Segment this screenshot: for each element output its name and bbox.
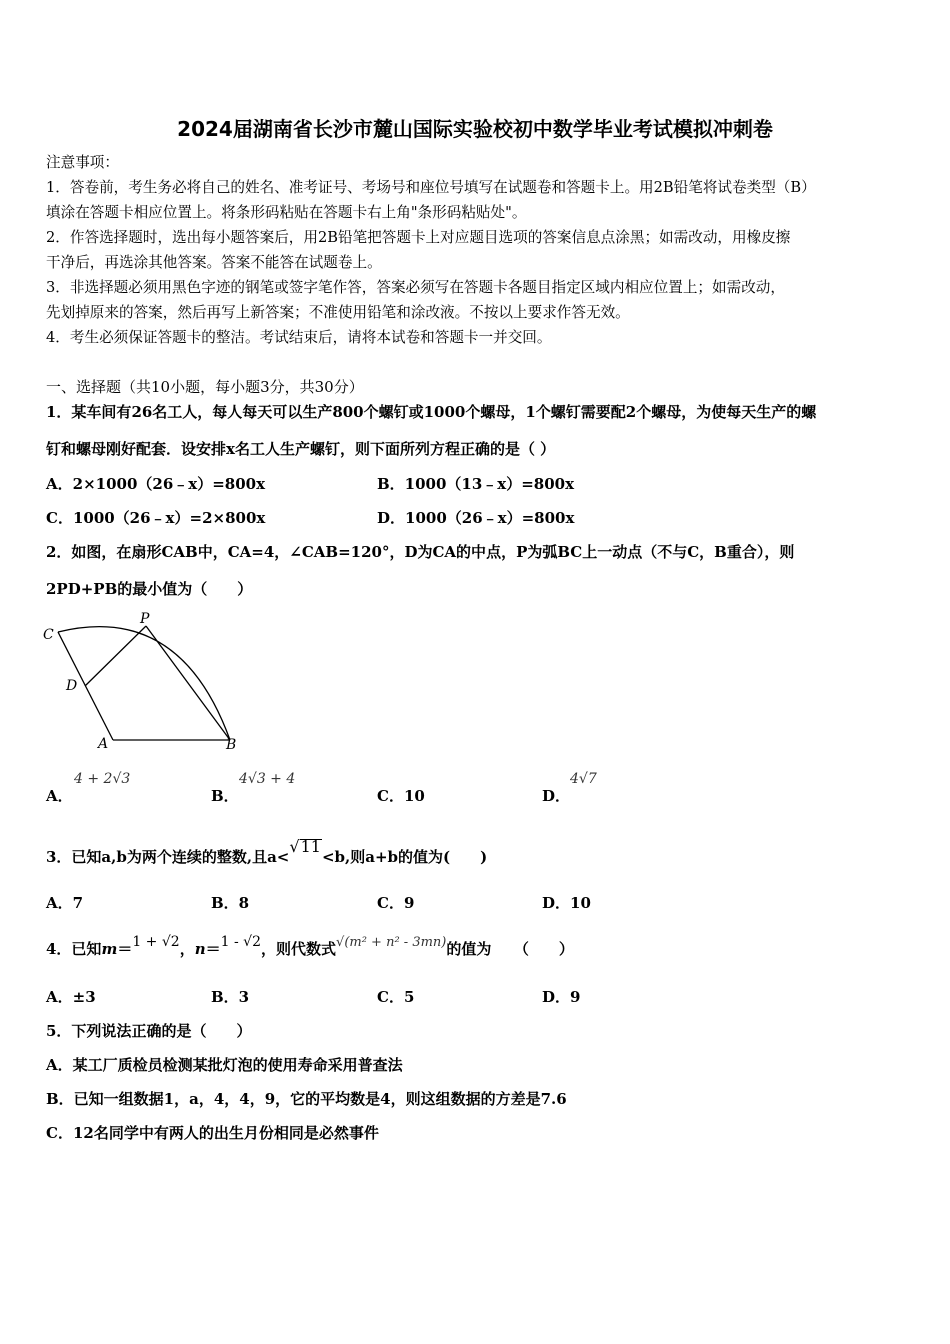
q2-option-d-value: 4√7 <box>570 771 597 787</box>
notice-line-4: 干净后，再选涂其他答案。答案不能答在试题卷上。 <box>46 254 382 271</box>
q5-stem: 5．下列说法正确的是（ ） <box>46 1022 252 1040</box>
notice-line-5: 3．非选择题必须用黑色字迹的钢笔或签字笔作答，答案必须写在答题卡各题目指定区域内相应位置上；如需改动， <box>46 279 785 296</box>
q4-stem-p2: ，则代数式 <box>261 940 337 958</box>
notice-line-3: 2．作答选择题时，选出每小题答案后，用2B铅笔把答题卡上对应题目选项的答案信息点涂黑；如需改动，用橡皮擦 <box>46 229 791 246</box>
q4-option-d: D．9 <box>542 988 581 1006</box>
q2-stem-line2: 2PD+PB的最小值为（ ） <box>46 580 253 598</box>
q3-stem <box>46 837 488 867</box>
label-c: C <box>43 627 54 643</box>
notice-block <box>46 150 906 350</box>
q2-option-a-label: A． <box>46 787 73 805</box>
q5-option-c: C．12名同学中有两人的出生月份相同是必然事件 <box>46 1124 379 1142</box>
notice-line-1: 1．答卷前，考生务必将自己的姓名、准考证号、考场号和座位号填写在试题卷和答题卡上。用2B铅笔将试卷类型（B） <box>46 179 816 196</box>
q4-stem-p3: 的值为 （ ） <box>446 940 574 958</box>
exam-title: 2024届湖南省长沙市麓山国际实验校初中数学毕业考试模拟冲刺卷 <box>177 117 773 141</box>
q3-option-c: C．9 <box>377 894 415 912</box>
q1-stem-line2: 钉和螺母刚好配套．设安排x名工人生产螺钉，则下面所列方程正确的是（ ） <box>46 440 556 458</box>
q5-option-a: A．某工厂质检员检测某批灯泡的使用寿命采用普查法 <box>46 1056 403 1074</box>
q4-comma: ， <box>179 940 195 958</box>
segment-pb <box>146 626 230 740</box>
q4-stem-p1: 4．已知 <box>46 940 102 958</box>
q2-option-c: C．10 <box>377 787 425 805</box>
q4-expression: √(m² + n² - 3mn) <box>336 935 447 950</box>
q3-stem-post: <b,则a+b的值为( ) <box>321 848 488 866</box>
notice-line-2: 填涂在答题卡相应位置上。将条形码粘贴在答题卡右上角"条形码粘贴处"。 <box>46 204 527 221</box>
q4-var-m: m <box>101 940 118 958</box>
q4-eq2: ＝ <box>205 940 221 958</box>
notice-heading: 注意事项： <box>46 154 119 171</box>
q4-option-a: A．±3 <box>46 988 96 1006</box>
q1-option-a: A．2×1000（26﹣x）=800x <box>46 475 266 493</box>
label-p: P <box>140 612 150 627</box>
q1-option-d: D．1000（26﹣x）=800x <box>377 509 575 527</box>
q1-option-b: B．1000（13﹣x）=800x <box>377 475 575 493</box>
q2-stem-line1: 2．如图，在扇形CAB中，CA=4，∠CAB=120°，D为CA的中点，P为弧BC上一动点（不与C，B重合），则 <box>46 543 795 561</box>
notice-line-7: 4．考生必须保证答题卡的整洁。考试结束后，请将本试卷和答题卡一并交回。 <box>46 329 552 346</box>
notice-line-6: 先划掉原来的答案，然后再写上新答案；不准使用铅笔和涂改液。不按以上要求作答无效。 <box>46 304 630 321</box>
q4-m-value: 1 + √2 <box>132 934 180 950</box>
q4-var-n: n <box>194 940 206 958</box>
segment-dp <box>85 626 146 686</box>
q3-option-d: D．10 <box>542 894 591 912</box>
q4-eq1: ＝ <box>117 940 133 958</box>
sector-figure <box>40 612 250 756</box>
q1-stem-line1: 1．某车间有26名工人，每人每天可以生产800个螺钉或1000个螺母，1个螺钉需要配2个螺母，为使每天生产的螺 <box>46 403 817 421</box>
q3-option-b: B．8 <box>211 894 250 912</box>
q4-stem <box>46 934 574 959</box>
q4-n-value: 1 - √2 <box>220 934 262 950</box>
label-a: A <box>98 736 109 752</box>
q4-option-b: B．3 <box>211 988 250 1006</box>
q2-option-b-value: 4√3 + 4 <box>239 771 296 787</box>
q1-option-c: C．1000（26﹣x）=2×800x <box>46 509 266 527</box>
label-b: B <box>226 737 237 752</box>
sector-diagram <box>40 612 250 752</box>
q2-option-d-label: D． <box>542 787 571 805</box>
q5-option-b: B．已知一组数据1，a，4，4，9，它的平均数是4，则这组数据的方差是7.6 <box>46 1090 567 1108</box>
q2-option-a-value: 4 + 2√3 <box>74 771 131 787</box>
q3-sqrt: √11 <box>289 837 321 856</box>
q4-option-c: C．5 <box>377 988 415 1006</box>
q2-option-b-label: B． <box>211 787 239 805</box>
section-heading: 一、选择题（共10小题，每小题3分，共30分） <box>46 378 364 396</box>
label-d: D <box>66 678 78 694</box>
q3-radicand: 11 <box>300 837 321 856</box>
q3-option-a: A．7 <box>46 894 84 912</box>
q3-stem-pre: 3．已知a,b为两个连续的整数,且a< <box>46 848 290 866</box>
